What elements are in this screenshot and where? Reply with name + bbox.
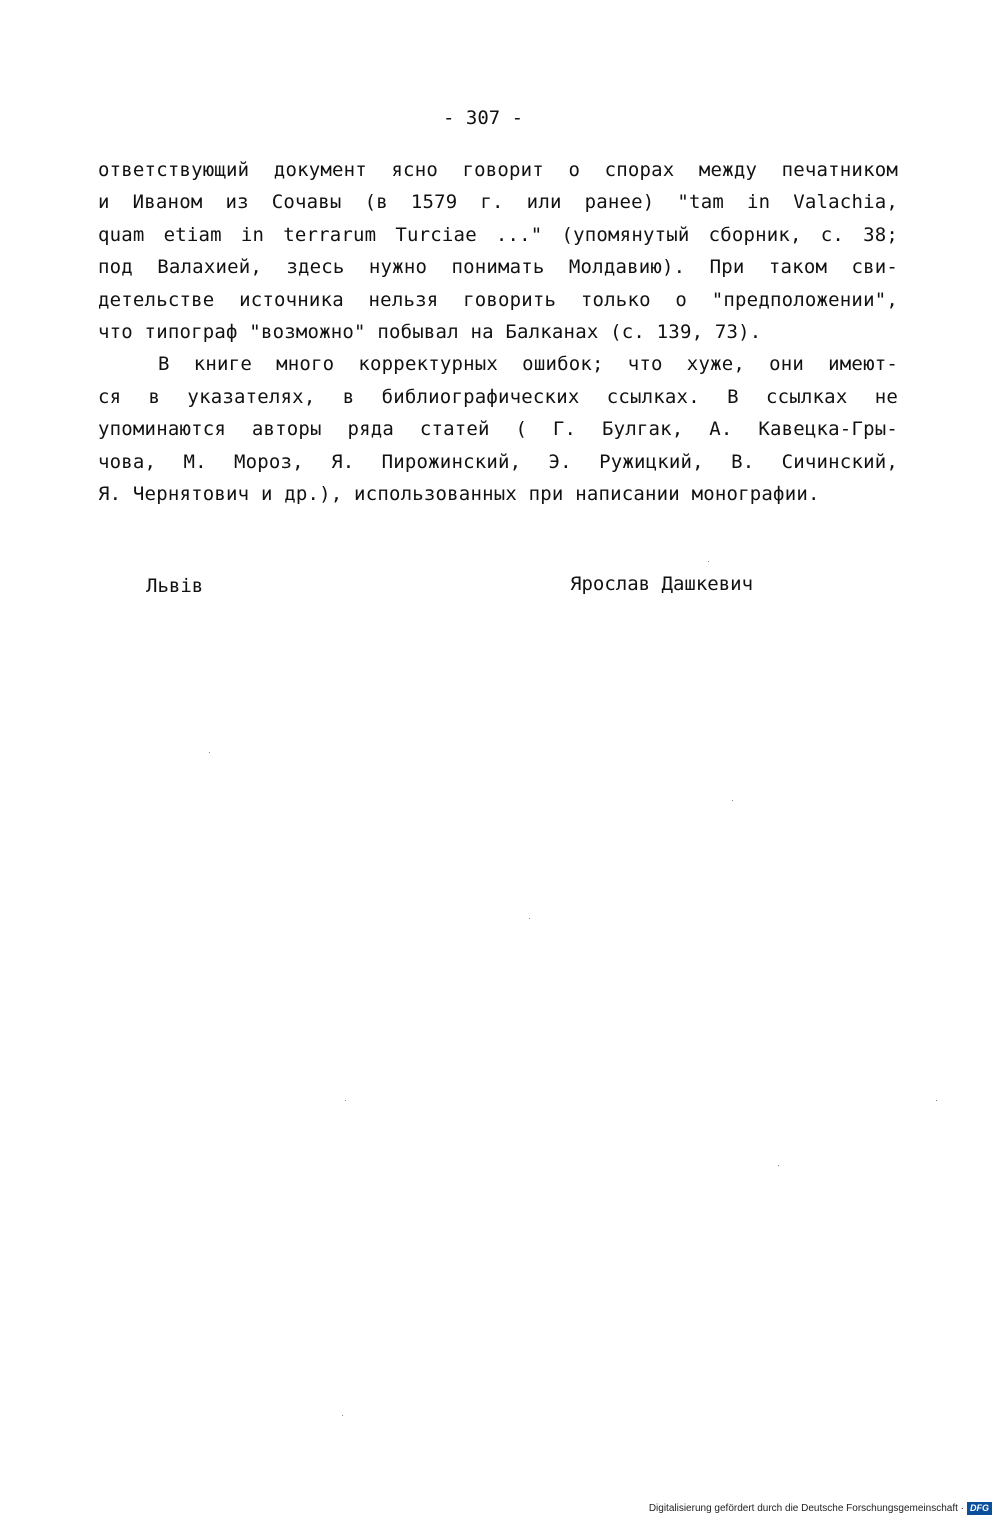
scan-speck	[209, 752, 210, 753]
scan-speck	[936, 1100, 937, 1101]
text-line: чова, М. Мороз, Я. Пирожинский, Э. Ружицкий, В. Сичинский,	[98, 450, 898, 473]
text-line: и Иваном из Сочавы (в 1579 г. или ранее) "tam in Valachia,	[98, 191, 898, 214]
body-text	[98, 154, 898, 510]
scan-speck	[708, 561, 709, 562]
text-line: детельстве источника нельзя говорить только о "предположении",	[98, 288, 898, 311]
text-line: упоминаются авторы ряда статей ( Г. Булгак, А. Кавецка-Гры-	[98, 418, 898, 441]
scan-speck	[529, 918, 530, 919]
dfg-logo: DFG	[967, 1502, 992, 1515]
text-line: Я. Чернятович и др.), использованных при написании монографии.	[98, 482, 820, 505]
scan-speck	[778, 1165, 779, 1166]
text-line: В книге много корректурных ошибок; что хуже, они имеют-	[158, 353, 898, 376]
text-line: quam etiam in terrarum Turciae ..." (упомянутый сборник, с. 38;	[98, 223, 898, 246]
scan-speck	[345, 1100, 346, 1101]
scan-speck	[342, 1415, 343, 1416]
text-line: ответствующий документ ясно говорит о спорах между печатником	[98, 159, 898, 181]
text-line: под Валахией, здесь нужно понимать Молдавию). При таком сви-	[98, 256, 898, 279]
text-line: ся в указателях, в библиографических ссылках. В ссылках не	[98, 385, 898, 408]
text-line: что типограф "возможно" побывал на Балканах (с. 139, 73).	[98, 320, 762, 343]
signature-place: Львів	[146, 575, 204, 597]
digitization-footer	[649, 1502, 992, 1515]
signature-author: Ярослав Дашкевич	[570, 573, 754, 595]
page-number: - 307 -	[443, 107, 524, 129]
footer-credit: Digitalisierung gefördert durch die Deutsche Forschungsgemeinschaft ·	[648, 1503, 964, 1514]
scan-speck	[732, 800, 733, 801]
